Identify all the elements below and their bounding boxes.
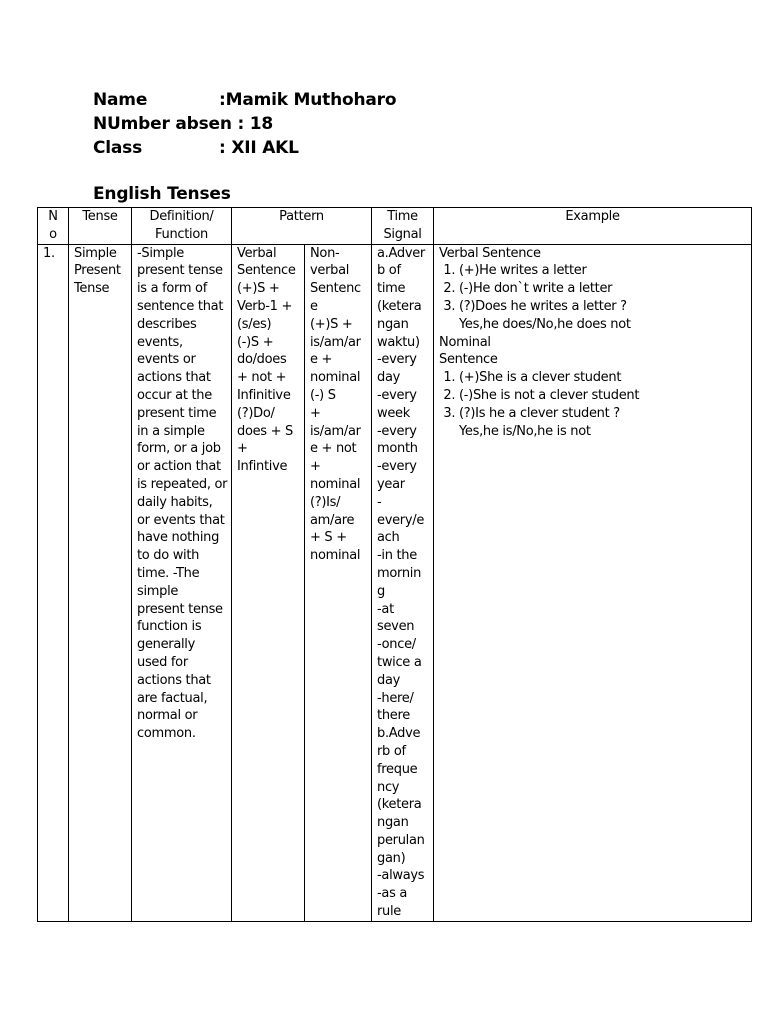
table-row	[38, 244, 752, 921]
example-nominal-answer: Yes,he is/No,he is not	[459, 423, 591, 439]
header-pattern: Pattern	[232, 208, 372, 245]
class-label: Class	[93, 138, 143, 158]
cell-pattern-nonverbal: Non- verbal Sentenc e (+)S + is/am/ar e + nominal (-) S + is/am/ar e + not + nominal (?)Is/ am/are + S + nominal	[305, 244, 372, 921]
cell-definition: -Simple present tense is a form of sentence that describes events, events or actions that occur at the present time in a simple form, or a job or action that is repeated, or daily habits, or events that have nothing to do with time. -The simple present tense function is generally used for actions that are factual, normal or common.	[132, 244, 232, 921]
list-item: 2. (-)He don`t write a letter	[459, 280, 748, 298]
number-row	[93, 112, 396, 136]
cell-no: 1.	[38, 244, 69, 921]
class-value: : XII AKL	[219, 138, 299, 158]
cell-pattern-verbal: Verbal Sentence (+)S + Verb-1 + (s/es) (-)S + do/does + not + Infinitive (?)Do/ does + S + Infintive	[232, 244, 305, 921]
example-nominal-title-1: Nominal	[439, 334, 491, 350]
name-value: :Mamik Muthoharo	[219, 90, 397, 110]
table-header-row	[38, 208, 752, 245]
list-item: 2. (-)She is not a clever student	[459, 387, 748, 405]
class-row	[93, 136, 396, 160]
header-tense: Tense	[69, 208, 132, 245]
list-item: 1. (+)She is a clever student	[459, 369, 748, 387]
header-example: Example	[434, 208, 752, 245]
number-label: NUmber absen	[93, 114, 232, 134]
tenses-table	[37, 207, 752, 922]
header-time-signal: Time Signal	[372, 208, 434, 245]
cell-tense: Simple Present Tense	[69, 244, 132, 921]
section-title: English Tenses	[93, 184, 231, 204]
cell-time-signal: a.Adver b of time (ketera ngan waktu) -every day -every week -every month -every year - every/e ach -in the mornin g -at seven -once/ twice a day -here/ there b.Adve rb of freque ncy (ketera ngan perulan gan) -always -as a rule	[372, 244, 434, 921]
list-item: 3. (?)Is he a clever student ?	[459, 405, 748, 423]
name-row	[93, 88, 396, 112]
cell-example	[434, 244, 752, 921]
student-info	[93, 88, 396, 160]
example-verbal-answer: Yes,he does/No,he does not	[459, 316, 631, 332]
example-verbal-title: Verbal Sentence	[439, 245, 541, 261]
list-item: 1. (+)He writes a letter	[459, 262, 748, 280]
number-value: : 18	[231, 114, 274, 134]
header-no: N o	[38, 208, 69, 245]
name-label: Name	[93, 90, 148, 110]
example-nominal-title-2: Sentence	[439, 352, 498, 368]
header-definition: Definition/ Function	[132, 208, 232, 245]
example-verbal-list	[439, 262, 748, 315]
list-item: 3. (?)Does he writes a letter ?	[459, 298, 748, 316]
example-nominal-list	[439, 369, 748, 422]
